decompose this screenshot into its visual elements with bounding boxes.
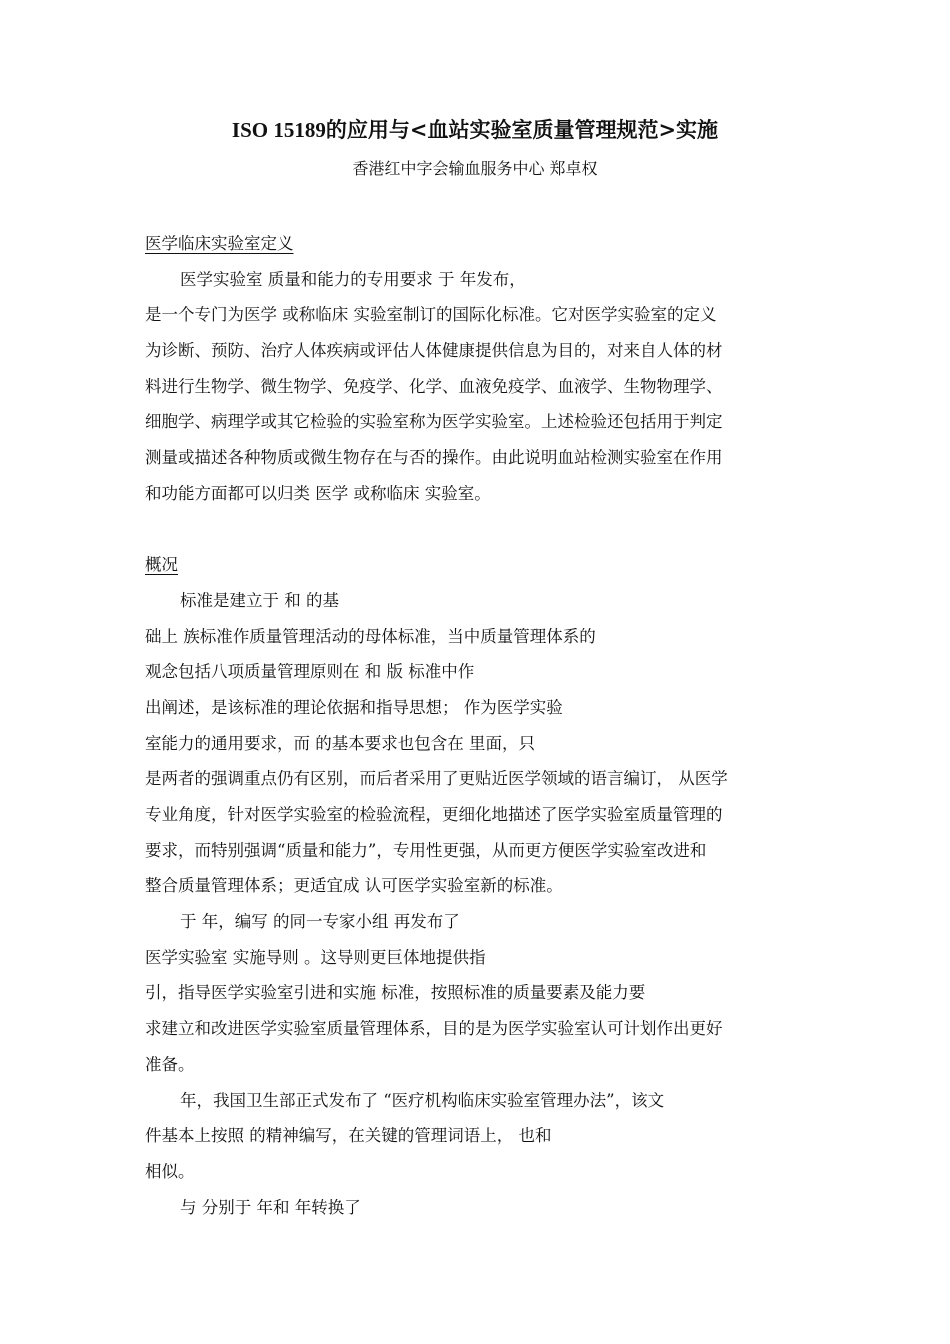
paragraph-line: 出阐述，是该标准的理论依据和指导思想； 作为医学实验	[145, 697, 563, 717]
section-heading-definition: 医学临床实验室定义	[145, 234, 294, 253]
document-body	[145, 226, 845, 1225]
paragraph-line: 医学实验室 质量和能力的专用要求 于 年发布，	[180, 269, 526, 289]
paragraph-line: 准备。	[145, 1054, 195, 1074]
paragraph-line: 相似。	[145, 1161, 195, 1181]
title-standard-code: ISO 15189	[231, 118, 326, 142]
paragraph-line: 和功能方面都可以归类 医学 或称临床 实验室。	[145, 483, 491, 503]
document-title	[0, 114, 950, 146]
paragraph-line: 细胞学、病理学或其它检验的实验室称为医学实验室。上述检验还包括用于判定	[145, 412, 723, 432]
paragraph-line: 测量或描述各种物质或微生物存在与否的操作。由此说明血站检测实验室在作用	[145, 448, 723, 468]
paragraph-line: 为诊断、预防、治疗人体疾病或评估人体健康提供信息为目的，对来自人体的材	[145, 341, 723, 361]
section-heading-overview: 概况	[145, 555, 178, 575]
paragraph-line: 整合质量管理体系；更适宜成 认可医学实验室新的标准。	[145, 876, 563, 896]
title-text: 的应用与<血站实验室质量管理规范>实施	[325, 117, 719, 142]
paragraph-line: 标准是建立于 和 的基	[180, 590, 339, 610]
paragraph-line: 室能力的通用要求，而 的基本要求也包含在 里面，只	[145, 733, 535, 753]
paragraph-line: 求建立和改进医学实验室质量管理体系，目的是为医学实验室认可计划作出更好	[145, 1019, 723, 1039]
paragraph-line: 于 年，编写 的同一专家小组 再发布了	[180, 912, 460, 932]
paragraph-line: 年，我国卫生部正式发布了 “医疗机构临床实验室管理办法”，该文	[180, 1090, 665, 1110]
author-line: 香港红中字会输血服务中心 郑卓权	[352, 159, 598, 178]
paragraph-line: 础上 族标准作质量管理活动的母体标准，当中质量管理体系的	[145, 626, 596, 646]
paragraph-line: 要求，而特别强调“质量和能力”，专用性更强，从而更方便医学实验室改进和	[145, 840, 707, 860]
paragraph-line: 料进行生物学、微生物学、免疫学、化学、血液免疫学、血液学、生物物理学、	[145, 376, 723, 396]
paragraph-line: 医学实验室 实施导则 。这导则更巨体地提供指	[145, 947, 486, 967]
paragraph-line: 引，指导医学实验室引进和实施 标准，按照标准的质量要素及能力要	[145, 983, 646, 1003]
paragraph-line: 是一个专门为医学 或称临床 实验室制订的国际化标准。它对医学实验室的定义	[145, 305, 717, 325]
paragraph-line: 专业角度，针对医学实验室的检验流程，更细化地描述了医学实验室质量管理的	[145, 805, 723, 824]
paragraph-line: 观念包括八项质量管理原则在 和 版 标准中作	[145, 662, 475, 682]
paragraph-line: 件基本上按照 的精神编写，在关键的管理词语上， 也和	[145, 1126, 552, 1146]
paragraph-line: 是两者的强调重点仍有区别，而后者采用了更贴近医学领域的语言编订， 从医学	[145, 769, 728, 789]
paragraph-line: 与 分别于 年和 年转换了	[180, 1197, 361, 1217]
blank-line	[145, 512, 845, 548]
